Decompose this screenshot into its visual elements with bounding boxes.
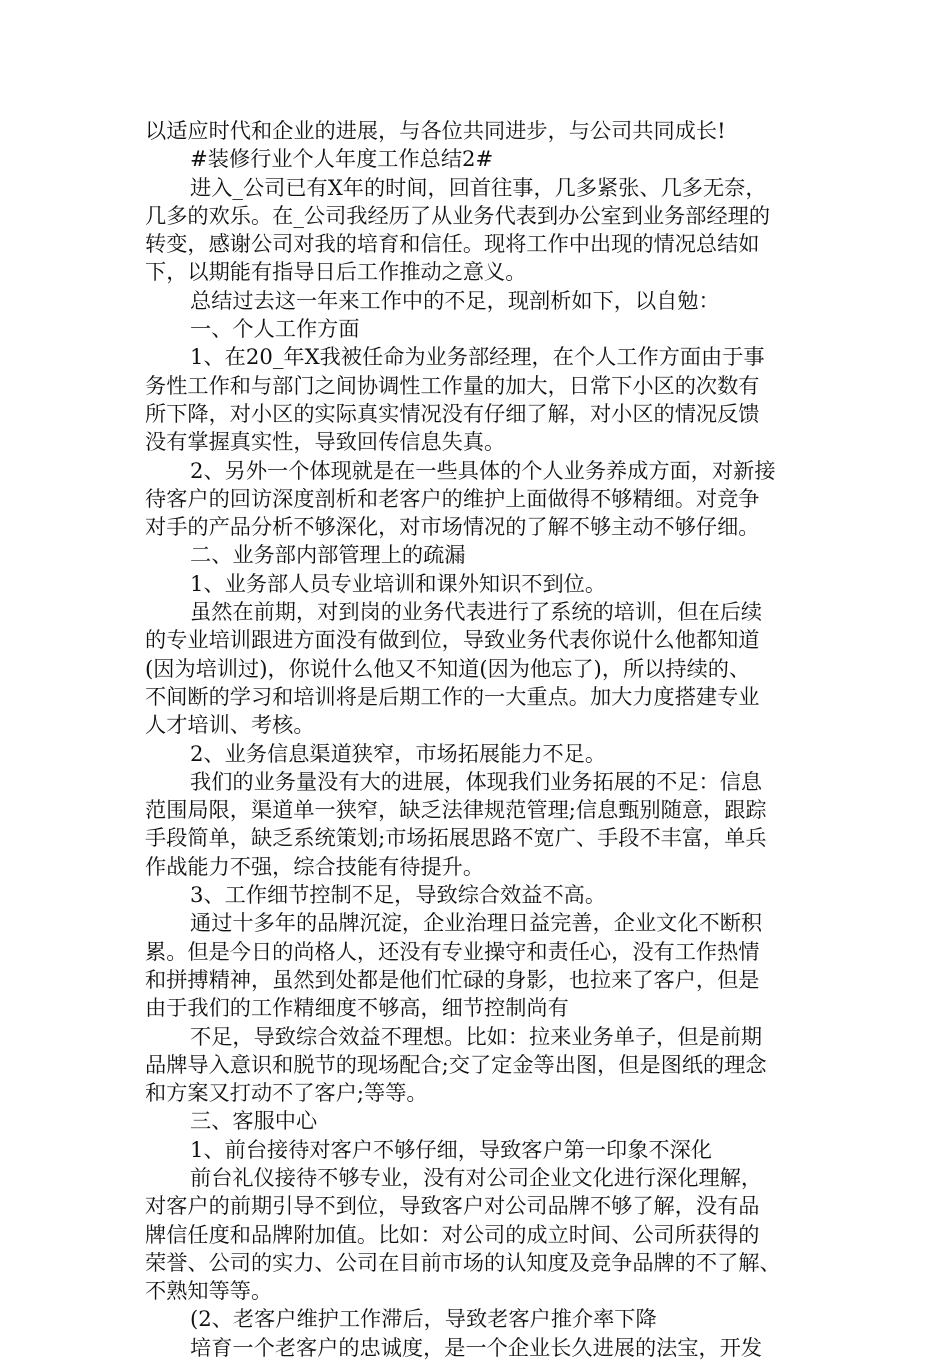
text-line: 1、业务部人员专业培训和课外知识不到位。 [190,570,607,596]
text-line: 手段简单，缺乏系统策划;市场拓展思路不宽广、手段不丰富，单兵 [145,825,767,851]
text-line: 和方案又打动不了客户;等等。 [145,1080,428,1106]
text-line: 1、在20_年X我被任命为业务部经理，在个人工作方面由于事 [190,344,765,370]
text-line: 和拼搏精神，虽然到处都是他们忙碌的身影，也拉来了客户，但是 [145,966,760,992]
text-line: 对客户的前期引导不到位，导致客户对公司品牌不够了解，没有品 [145,1193,760,1219]
text-line: 待客户的回访深度剖析和老客户的维护上面做得不够精细。对竞争 [145,485,760,511]
text-line: 转变，感谢公司对我的培育和信任。现将工作中出现的情况总结如 [145,231,760,257]
text-line: 以适应时代和企业的进展，与各位共同进步，与公司共同成长! [145,118,726,143]
text-line: 累。但是今日的尚格人，还没有专业操守和责任心，没有工作热情 [145,938,760,964]
text-line: 3、工作细节控制不足，导致综合效益不高。 [190,882,607,908]
text-line: 不间断的学习和培训将是后期工作的一大重点。加大力度搭建专业 [145,683,760,709]
text-line: 1、前台接待对客户不够仔细，导致客户第一印象不深化 [190,1136,712,1162]
text-line: 由于我们的工作精细度不够高，细节控制尚有 [145,995,569,1021]
text-line: 几多的欢乐。在_公司我经历了从业务代表到办公室到业务部经理的 [145,202,771,228]
text-line: 一、个人工作方面 [190,316,360,342]
text-line: 我们的业务量没有大的进展，体现我们业务拓展的不足：信息 [190,768,763,794]
text-line: 不熟知等等。 [145,1278,273,1304]
text-line: 没有掌握真实性，导致回传信息失真。 [145,429,506,455]
text-line: 牌信任度和品牌附加值。比如：对公司的成立时间、公司所获得的 [145,1221,760,1247]
text-line: 范围局限，渠道单一狭窄，缺乏法律规范管理;信息甄别随意，跟踪 [145,797,767,823]
text-line: 所下降，对小区的实际真实情况没有仔细了解，对小区的情况反馈 [145,400,760,426]
text-line: 不足，导致综合效益不理想。比如：拉来业务单子，但是前期 [190,1023,763,1049]
document-body [145,117,825,1362]
text-line: 三、客服中心 [190,1108,318,1134]
text-line: 对手的产品分析不够深化，对市场情况的了解不够主动不够仔细。 [145,514,760,540]
text-line: #装修行业个人年度工作总结2# [190,146,494,172]
text-line: 荣誉、公司的实力、公司在目前市场的认知度及竞争品牌的不了解、 [145,1249,781,1275]
text-line: 下，以期能有指导日后工作推动之意义。 [145,259,527,285]
text-line: 品牌导入意识和脱节的现场配合;交了定金等出图，但是图纸的理念 [145,1051,767,1077]
text-line: 虽然在前期，对到岗的业务代表进行了系统的培训，但在后续 [190,599,763,625]
text-line: (因为培训过)，你说什么他又不知道(因为他忘了)，所以持续的、 [145,655,751,681]
text-line: 前台礼仪接待不够专业，没有对公司企业文化进行深化理解， [190,1164,763,1190]
text-line: 的专业培训跟进方面没有做到位，导致业务代表你说什么他都知道 [145,627,760,653]
text-line: 务性工作和与部门之间协调性工作量的加大，日常下小区的次数有 [145,372,760,398]
text-line: 总结过去这一年来工作中的不足，现剖析如下，以自勉： [190,287,720,313]
text-line: 2、业务信息渠道狭窄，市场拓展能力不足。 [190,740,607,766]
text-line: 通过十多年的品牌沉淀，企业治理日益完善，企业文化不断积 [190,910,763,936]
text-line: 人才培训、考核。 [145,712,315,738]
text-line: 2、另外一个体现就是在一些具体的个人业务养成方面，对新接 [190,457,776,483]
text-line: 进入_公司已有X年的时间，回首往事，几多紧张、几多无奈， [190,174,767,200]
text-line: 二、业务部内部管理上的疏漏 [190,542,466,568]
text-line: (2、老客户维护工作滞后，导致老客户推介率下降 [190,1306,657,1332]
text-line: 作战能力不强，综合技能有待提升。 [145,853,485,879]
text-line: 培育一个老客户的忠诚度，是一个企业长久进展的法宝，开发 [190,1334,763,1360]
